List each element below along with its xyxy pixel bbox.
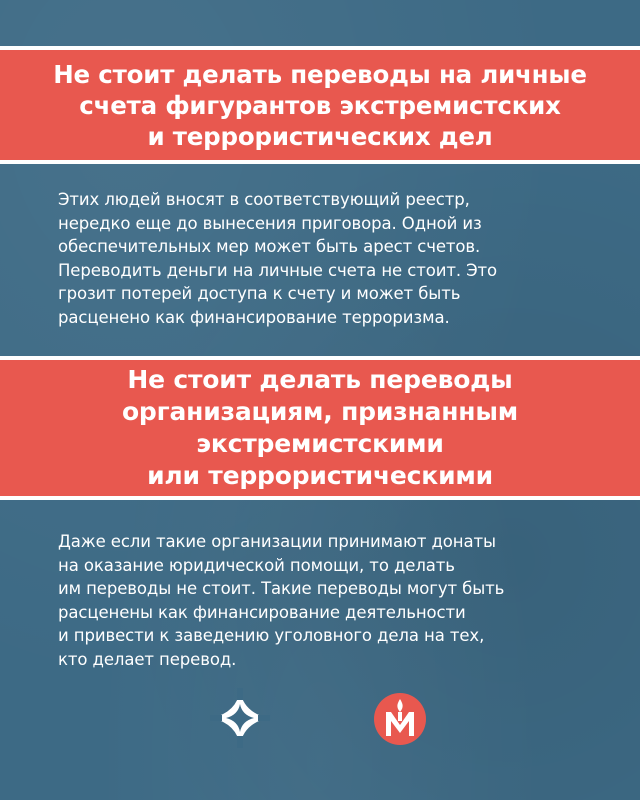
heading-line: Не стоит делать переводы — [127, 365, 513, 394]
paragraph-line: расценены как финансирование деятельности — [58, 602, 466, 622]
paragraph-line: кто делает перевод. — [58, 649, 237, 669]
paragraph-organizations — [58, 530, 504, 671]
paragraph-line: Этих людей вносят в соответствующий реестр, — [58, 190, 470, 209]
paragraph-line: Переводить деньги на личные счета не стоит. Это — [58, 260, 498, 280]
heading-line: организациям, признанным — [121, 397, 519, 426]
heading-line: или террористическими — [147, 461, 493, 490]
heading-line: экстремистскими — [196, 429, 444, 458]
paragraph-line: им переводы не стоит. Такие переводы могут быть — [58, 579, 505, 598]
paragraph-line: грозит потерей доступа к счету и может быть — [58, 284, 461, 303]
paragraph-line: нередко еще до вынесения приговора. Одной из — [58, 213, 482, 233]
paragraph-line: и привести к заведению уголовного дела на тех, — [58, 626, 485, 645]
paragraph-line: обеспечительных мер может быть арест счетов. — [58, 237, 481, 256]
heading-line: Не стоит делать переводы на личные — [53, 59, 587, 89]
heading-banner-organizations — [0, 356, 640, 500]
four-point-star-logo-icon — [210, 688, 270, 748]
paragraph-line: Даже если такие организации принимают донаты — [58, 532, 496, 551]
paragraph-line: расценено как финансирование терроризма. — [58, 307, 450, 327]
red-circle-m-flame-logo-icon — [373, 692, 427, 746]
heading-line: и террористических дел — [147, 121, 493, 151]
heading-line: счета фигурантов экстремистских — [79, 90, 561, 120]
paragraph-line: на оказание юридической помощи, то делать — [58, 555, 455, 575]
heading-banner-personal-accounts — [0, 46, 640, 164]
paragraph-personal-accounts — [58, 188, 497, 329]
